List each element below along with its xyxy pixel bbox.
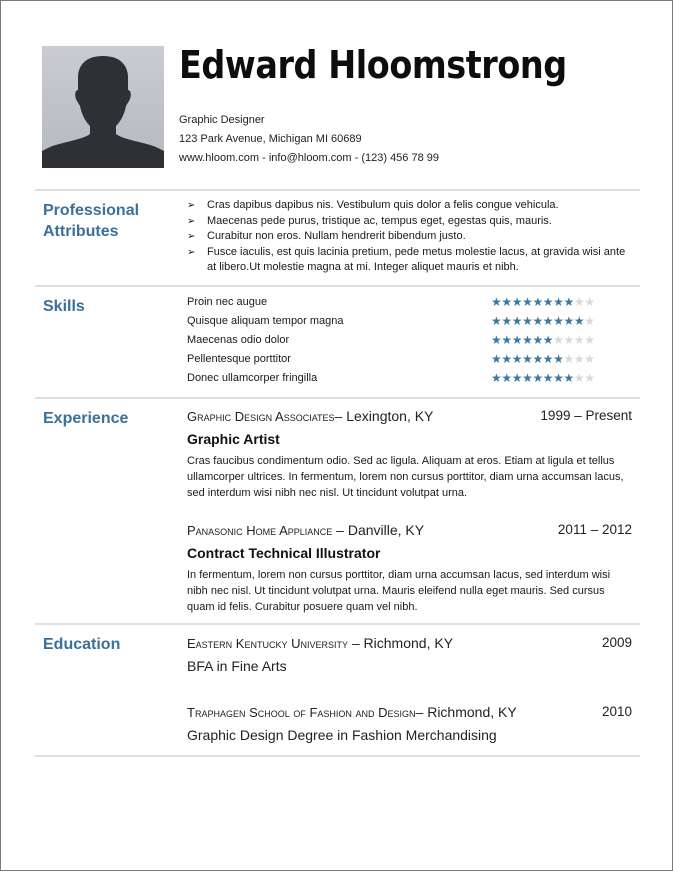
star-empty-icon: ★: [584, 314, 595, 328]
star-filled-icon: ★: [542, 371, 554, 385]
star-filled-icon: ★: [511, 333, 523, 347]
star-filled-icon: ★: [511, 371, 523, 385]
star-empty-icon: ★: [584, 371, 595, 385]
star-empty-icon: ★: [573, 352, 585, 366]
star-filled-icon: ★: [522, 352, 533, 366]
star-filled-icon: ★: [563, 371, 574, 385]
job-title: Graphic Designer: [179, 114, 265, 126]
section-title-skills: Skills: [43, 298, 85, 315]
job-role: Contract Technical Illustrator: [187, 545, 381, 561]
star-empty-icon: ★: [584, 295, 595, 309]
star-empty-icon: ★: [584, 352, 595, 366]
section-title-line: Professional: [43, 202, 140, 219]
job-description: Cras faucibus condimentum odio. Sed ac ligula. Aliquam at eros. Etiam at ligula et tellus ullamcorper ultrices. In fermentum, lorem non cursus porttitor, diam urna accumsan lacus, sed interdum wisi nibh nec nisl. Ut tincidunt volutpat urna.: [187, 455, 624, 499]
divider: [35, 189, 640, 191]
star-empty-icon: ★: [563, 352, 574, 366]
star-empty-icon: ★: [584, 333, 595, 347]
location: – Richmond, KY: [415, 704, 517, 720]
star-filled-icon: ★: [553, 371, 564, 385]
star-filled-icon: ★: [553, 352, 564, 366]
skill-name: Pellentesque porttitor: [187, 353, 291, 365]
star-filled-icon: ★: [501, 371, 512, 385]
star-empty-icon: ★: [573, 295, 585, 309]
divider: [35, 285, 640, 287]
skill-row: [187, 370, 617, 389]
star-rating: [491, 351, 595, 367]
star-filled-icon: ★: [501, 352, 512, 366]
star-rating: [491, 370, 595, 386]
star-filled-icon: ★: [522, 295, 533, 309]
star-filled-icon: ★: [522, 314, 533, 328]
arrow-bullet-icon: ➢: [187, 246, 196, 258]
divider: [35, 755, 640, 757]
star-rating: [491, 313, 595, 329]
graduation-year: 2009: [601, 635, 632, 650]
star-filled-icon: ★: [491, 352, 502, 366]
experience-entry: [187, 520, 632, 615]
section-title-line: Attributes: [43, 223, 119, 240]
star-filled-icon: ★: [522, 371, 533, 385]
list-item: [187, 198, 627, 214]
skill-row: [187, 294, 617, 313]
star-filled-icon: ★: [491, 314, 502, 328]
address: 123 Park Avenue, Michigan MI 60689: [179, 133, 362, 145]
star-filled-icon: ★: [532, 371, 543, 385]
candidate-name: Edward Hloomstrong: [179, 43, 567, 87]
entry-header: [187, 702, 632, 722]
star-filled-icon: ★: [553, 295, 564, 309]
arrow-bullet-icon: ➢: [187, 231, 196, 242]
entry-header: [187, 406, 632, 426]
skill-name: Maecenas odio dolor: [187, 334, 290, 346]
arrow-bullet-icon: ➢: [187, 215, 196, 227]
person-silhouette-icon: [42, 46, 164, 168]
date-range: 1999 – Present: [540, 408, 632, 423]
star-filled-icon: ★: [522, 333, 533, 347]
star-filled-icon: ★: [511, 352, 523, 366]
degree: BFA in Fine Arts: [187, 658, 287, 674]
star-filled-icon: ★: [491, 333, 502, 347]
institution: Eastern Kentucky University: [187, 636, 348, 651]
skill-name: Donec ullamcorper fringilla: [187, 372, 318, 384]
star-rating: [491, 332, 595, 348]
divider: [35, 623, 640, 625]
star-filled-icon: ★: [501, 333, 512, 347]
star-filled-icon: ★: [542, 314, 554, 328]
list-item-text: Curabitur non eros. Nullam hendrerit bibendum justo.: [207, 230, 466, 242]
attributes-list: [187, 198, 627, 276]
section-title-attributes: [43, 200, 139, 242]
list-item: [187, 245, 627, 276]
skill-row: [187, 332, 617, 351]
star-filled-icon: ★: [532, 295, 543, 309]
star-filled-icon: ★: [532, 352, 543, 366]
star-rating: [491, 294, 595, 310]
list-item-text: Fusce iaculis, est quis lacinia pretium, pede metus molestie lacus, at gravida wisi ante at libero.Ut molestie magna at mi. Integer aliquet mauris et nibh.: [207, 245, 626, 273]
skill-name: Proin nec augue: [187, 296, 268, 308]
graduation-year: 2010: [601, 704, 632, 719]
section-title-education: Education: [43, 636, 121, 653]
degree: Graphic Design Degree in Fashion Merchandising: [187, 727, 497, 743]
star-filled-icon: ★: [563, 295, 574, 309]
employer: Panasonic Home Appliance: [187, 523, 333, 538]
star-filled-icon: ★: [511, 295, 523, 309]
star-filled-icon: ★: [553, 314, 564, 328]
star-filled-icon: ★: [542, 333, 554, 347]
star-filled-icon: ★: [532, 333, 543, 347]
star-filled-icon: ★: [573, 314, 585, 328]
skill-row: [187, 351, 617, 370]
star-filled-icon: ★: [542, 295, 554, 309]
location: – Lexington, KY: [334, 408, 434, 424]
entry-header: [187, 520, 632, 540]
skills-list: [187, 294, 617, 389]
star-filled-icon: ★: [563, 314, 574, 328]
job-role: Graphic Artist: [187, 431, 280, 447]
star-filled-icon: ★: [491, 371, 502, 385]
star-filled-icon: ★: [501, 295, 512, 309]
institution: Traphagen School of Fashion and Design: [187, 705, 416, 720]
job-description: In fermentum, lorem non cursus porttitor, diam urna accumsan lacus, sed interdum wisi nibh nec nisl. Ut tincidunt volutpat urna. Mauris eleifend nulla eget mauris. Sed cursus quam id felis. Curabitur posuere quam vel nibh.: [187, 569, 611, 613]
profile-photo: [42, 46, 164, 168]
education-entry: [187, 702, 632, 745]
location: – Richmond, KY: [347, 635, 454, 651]
list-item-text: Maecenas pede purus, tristique ac, tempus eget, egestas quis, mauris.: [207, 214, 552, 227]
star-filled-icon: ★: [511, 314, 523, 328]
skill-row: [187, 313, 617, 332]
list-item: [187, 229, 627, 245]
divider: [35, 397, 640, 399]
arrow-bullet-icon: ➢: [187, 200, 196, 211]
entry-header: [187, 633, 632, 653]
star-empty-icon: ★: [573, 333, 585, 347]
star-filled-icon: ★: [491, 295, 502, 309]
star-empty-icon: ★: [553, 333, 564, 347]
skill-name: Quisque aliquam tempor magna: [187, 315, 344, 327]
contact-line: www.hloom.com - info@hloom.com - (123) 456 78 99: [179, 152, 439, 164]
star-filled-icon: ★: [542, 352, 554, 366]
education-entry: [187, 633, 632, 676]
date-range: 2011 – 2012: [557, 522, 632, 537]
star-filled-icon: ★: [501, 314, 512, 328]
location: – Danville, KY: [332, 522, 425, 538]
star-filled-icon: ★: [532, 314, 543, 328]
star-empty-icon: ★: [563, 333, 574, 347]
section-title-experience: Experience: [43, 410, 129, 427]
list-item: [187, 214, 627, 230]
experience-entry: [187, 406, 632, 501]
employer: Graphic Design Associates: [187, 409, 335, 424]
list-item-text: Cras dapibus dapibus nis. Vestibulum quis dolor a felis congue vehicula.: [207, 199, 559, 211]
star-empty-icon: ★: [573, 371, 585, 385]
